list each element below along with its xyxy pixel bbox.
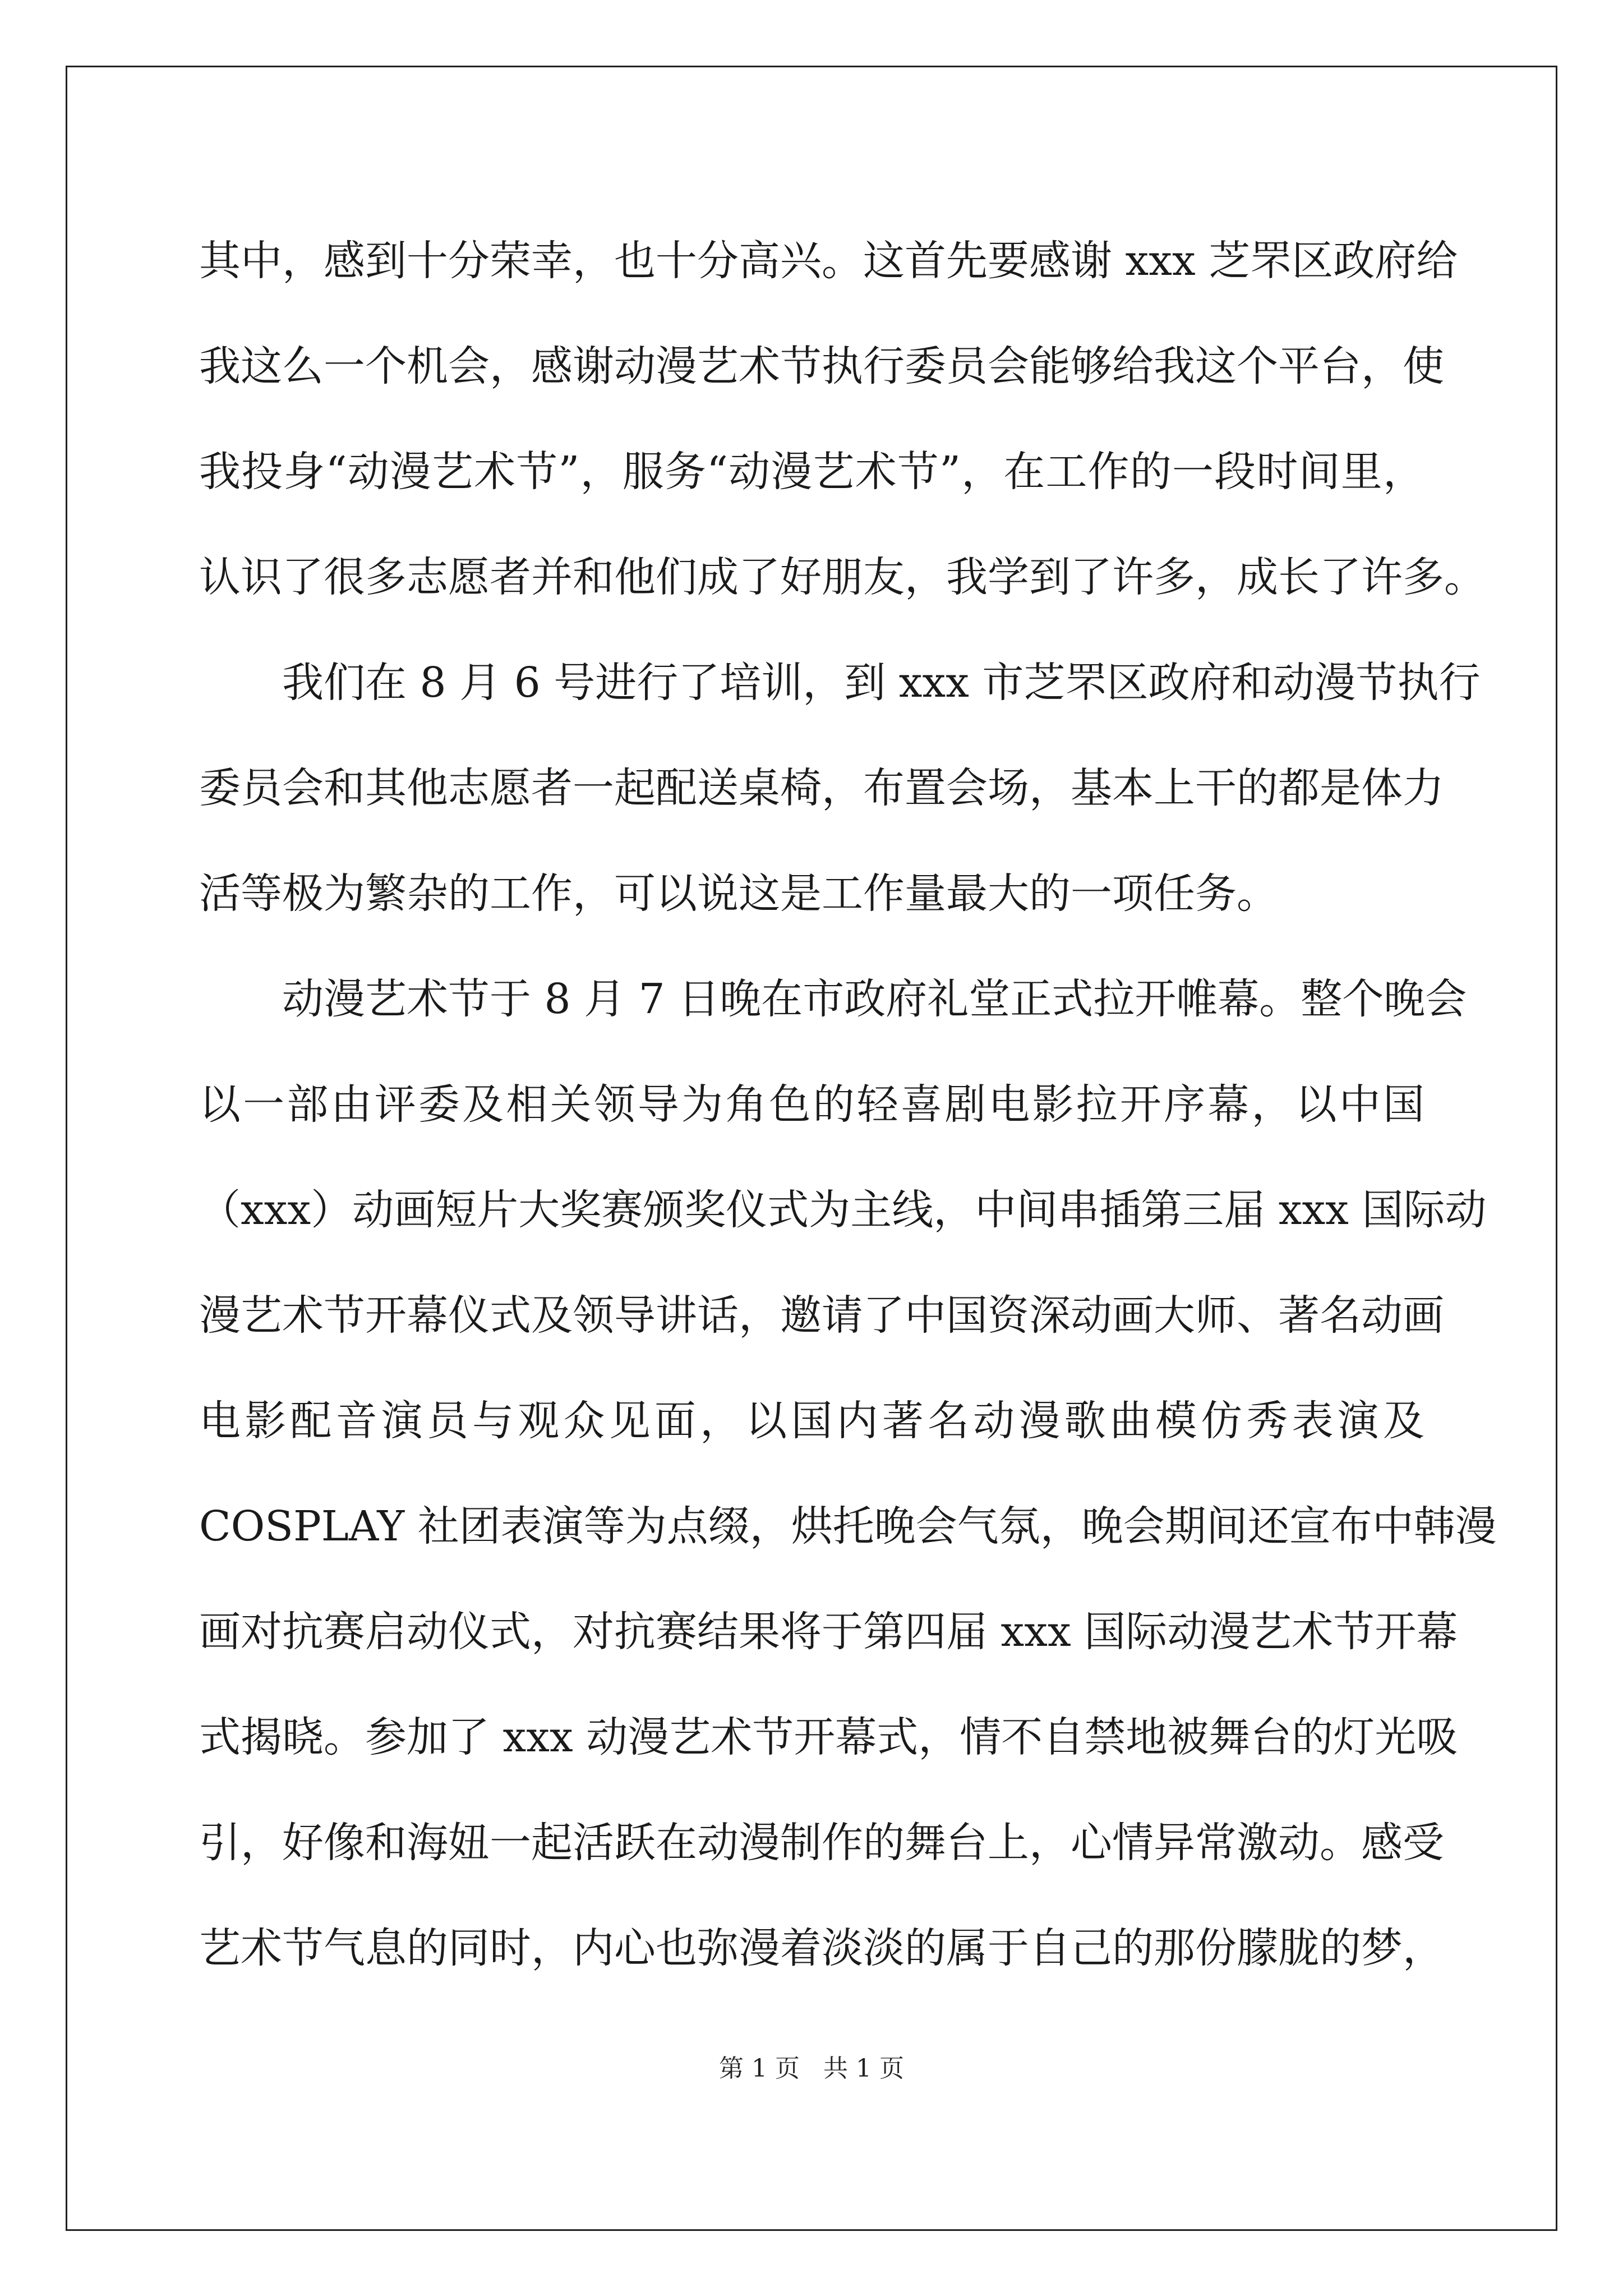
text-line: 引，好像和海妞一起活跃在动漫制作的舞台上，心情异常激动。感受	[199, 1819, 1444, 1867]
text-line: 电影配音演员与观众见面，以国内著名动漫歌曲模仿秀表演及	[199, 1397, 1424, 1445]
text-line: （xxx）动画短片大奖赛颁奖仪式为主线，中间串插第三届 xxx 国际动	[199, 1186, 1487, 1234]
text-line: 我投身“动漫艺术节”，服务“动漫艺术节”，在工作的一段时间里，	[199, 448, 1424, 496]
text-line: 式揭晓。参加了 xxx 动漫艺术节开幕式，情不自禁地被舞台的灯光吸	[199, 1713, 1458, 1761]
text-line: COSPLAY 社团表演等为点缀，烘托晚会气氛，晚会期间还宣布中韩漫	[199, 1502, 1497, 1550]
text-line: 我这么一个机会，感谢动漫艺术节执行委员会能够给我这个平台，使	[199, 342, 1444, 390]
text-line: 认识了很多志愿者并和他们成了好朋友，我学到了许多，成长了许多。	[199, 553, 1486, 601]
text-line: 其中，感到十分荣幸，也十分高兴。这首先要感谢 xxx 芝罘区政府给	[199, 237, 1458, 285]
page-number-footer: 第 1 页 共 1 页	[719, 2054, 904, 2083]
text-line: 活等极为繁杂的工作，可以说这是工作量最大的一项任务。	[199, 869, 1278, 918]
text-line: 委员会和其他志愿者一起配送桌椅，布置会场，基本上干的都是体力	[199, 764, 1444, 812]
text-line: 艺术节气息的同时，内心也弥漫着淡淡的属于自己的那份朦胧的梦，	[199, 1924, 1444, 1972]
text-line: 画对抗赛启动仪式，对抗赛结果将于第四届 xxx 国际动漫艺术节开幕	[199, 1608, 1458, 1656]
text-line: 漫艺术节开幕仪式及领导讲话，邀请了中国资深动画大师、著名动画	[199, 1291, 1444, 1340]
text-line: 我们在 8 月 6 号进行了培训，到 xxx 市芝罘区政府和动漫节执行	[199, 659, 1481, 707]
text-line: 以一部由评委及相关领导为角色的轻喜剧电影拉开序幕，以中国	[199, 1080, 1424, 1129]
text-line: 动漫艺术节于 8 月 7 日晚在市政府礼堂正式拉开帷幕。整个晚会	[199, 975, 1467, 1023]
